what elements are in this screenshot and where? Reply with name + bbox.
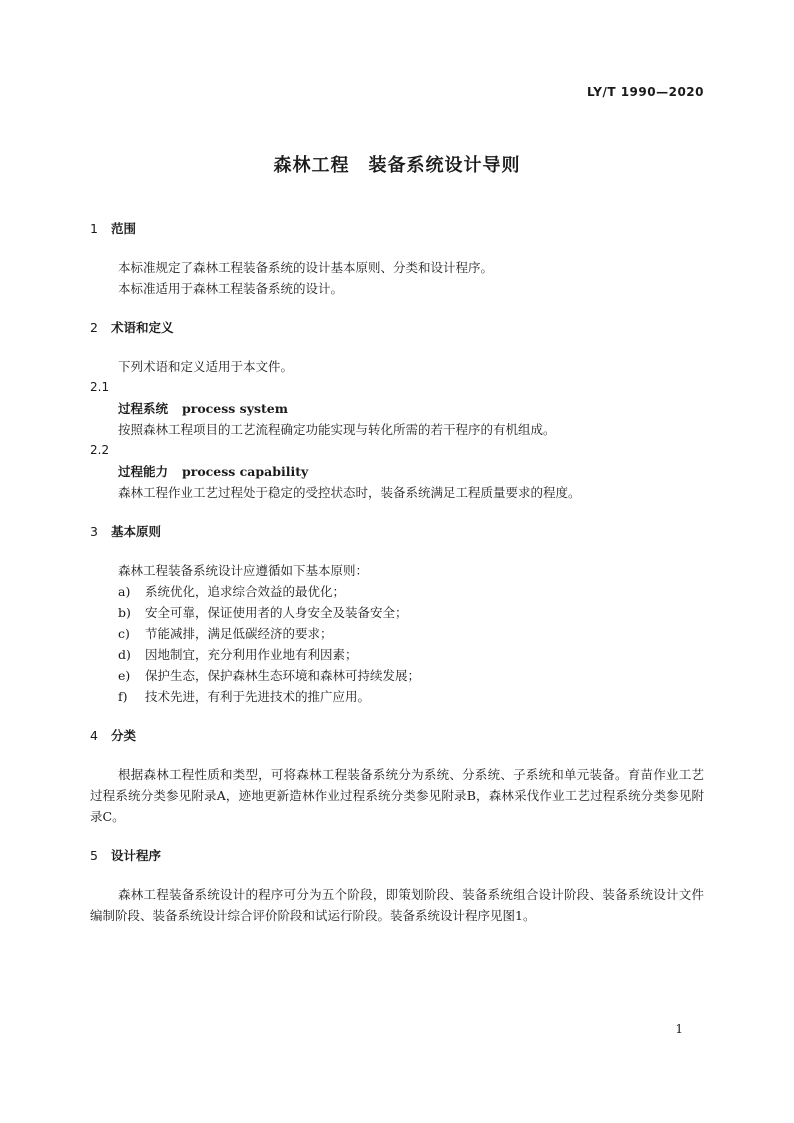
list-item [90, 602, 704, 623]
section-number: 2 [90, 320, 98, 335]
list-item [90, 644, 704, 665]
list-text: 节能减排，满足低碳经济的要求； [145, 626, 333, 641]
term-cn: 过程能力 [118, 464, 169, 479]
section-3-heading [90, 522, 704, 542]
list-marker: b) [118, 605, 131, 620]
term-definition: 按照森林工程项目的工艺流程确定功能实现与转化所需的若干程序的有机组成。 [118, 422, 556, 437]
section-title: 分类 [111, 728, 137, 743]
section-4-heading [90, 726, 704, 746]
paragraph: 森林工程装备系统设计的程序可分为五个阶段，即策划阶段、装备系统组合设计阶段、装备系统设计文件编制阶段、装备系统设计综合评价阶段和试运行阶段。装备系统设计程序见图1。 [90, 887, 704, 923]
term-cn: 过程系统 [118, 401, 169, 416]
paragraph: 森林工程装备系统设计应遵循如下基本原则： [118, 563, 369, 578]
section-title: 基本原则 [111, 524, 162, 539]
paragraph: 根据森林工程性质和类型，可将森林工程装备系统分为系统、分系统、子系统和单元装备。育苗作业工艺过程系统分类参见附录A，迹地更新造林作业过程系统分类参见附录B，森林采伐作业工艺过程系统分类参见附录C。 [90, 767, 704, 824]
term-name [90, 461, 704, 482]
term-en: process system [182, 401, 288, 416]
section-2-heading [90, 318, 704, 338]
section-1-heading [90, 219, 704, 239]
section-title: 设计程序 [111, 848, 162, 863]
section-number: 3 [90, 524, 98, 539]
paragraph: 下列术语和定义适用于本文件。 [118, 359, 294, 374]
list-marker: d) [118, 647, 131, 662]
section-5-heading [90, 846, 704, 866]
term-number: 2.2 [90, 443, 110, 457]
document-body [90, 219, 704, 926]
section-number: 5 [90, 848, 98, 863]
list-text: 安全可靠，保证使用者的人身安全及装备安全； [145, 605, 408, 620]
list-item [90, 581, 704, 602]
list-text: 技术先进，有利于先进技术的推广应用。 [145, 689, 371, 704]
list-marker: c) [118, 626, 130, 641]
term-definition: 森林工程作业工艺过程处于稳定的受控状态时，装备系统满足工程质量要求的程度。 [118, 485, 581, 500]
paragraph: 本标准适用于森林工程装备系统的设计。 [118, 281, 344, 296]
list-text: 因地制宜，充分利用作业地有利因素； [145, 647, 358, 662]
document-title: 森林工程 装备系统设计导则 [273, 155, 521, 176]
list-text: 保护生态，保护森林生态环境和森林可持续发展； [145, 668, 421, 683]
list-item [90, 665, 704, 686]
standard-number: LY/T 1990—2020 [586, 85, 704, 99]
list-marker: a) [118, 584, 131, 599]
section-number: 1 [90, 221, 98, 236]
term-en: process capability [182, 464, 309, 479]
list-text: 系统优化，追求综合效益的最优化； [145, 584, 346, 599]
term-number: 2.1 [90, 380, 110, 394]
page-number: 1 [675, 1022, 683, 1036]
list-marker: f) [118, 689, 128, 704]
paragraph: 本标准规定了森林工程装备系统的设计基本原则、分类和设计程序。 [118, 260, 494, 275]
section-title: 范围 [111, 221, 137, 236]
section-title: 术语和定义 [111, 320, 174, 335]
section-number: 4 [90, 728, 98, 743]
list-marker: e) [118, 668, 131, 683]
list-item [90, 686, 704, 707]
list-item [90, 623, 704, 644]
term-name [90, 398, 704, 419]
